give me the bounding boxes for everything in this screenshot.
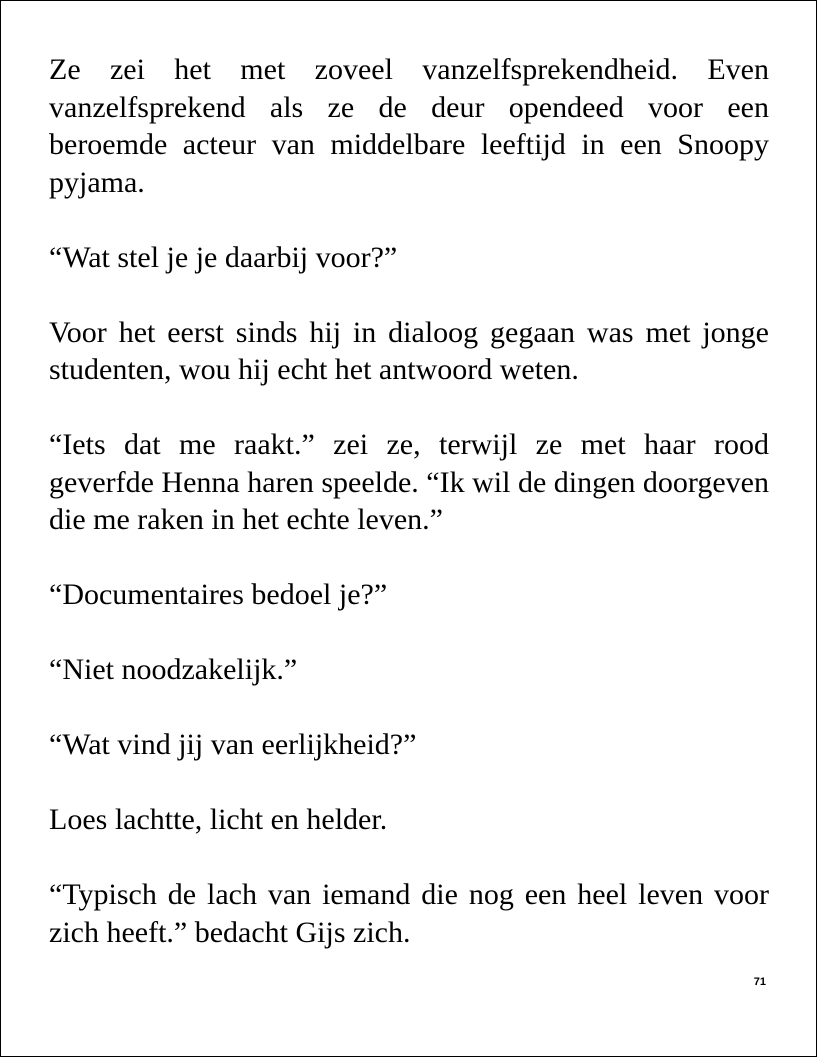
paragraph: “Wat stel je je daarbij voor?” [49,240,398,274]
paragraph: Ze zei het met zoveel vanzelfsprekendheid. Even vanzelfsprekend als ze de deur opendeed voor een beroemde acteur van middelbare leeftijd in een Snoopy pyjama. [49,53,769,199]
paragraph: “Iets dat me raakt.” zei ze, terwijl ze met haar rood geverfde Henna haren speelde. “Ik wil de dingen doorgeven die me raken in het echte leven.” [49,428,769,536]
paragraph: “Wat vind jij van eerlijkheid?” [49,728,417,761]
page-number: 71 [753,976,766,988]
paragraph: “Documentaires bedoel je?” [49,578,388,611]
paragraph: “Niet noodzakelijk.” [49,653,298,686]
body-text [49,51,769,951]
paragraph: Voor het eerst sinds hij in dialoog gegaan was met jonge studenten, wou hij echt het antwoord weten. [49,315,769,386]
paragraph: Loes lachtte, licht en helder. [49,803,388,836]
paragraph: “Typisch de lach van iemand die nog een heel leven voor zich heeft.” bedacht Gijs zich. [49,878,769,949]
